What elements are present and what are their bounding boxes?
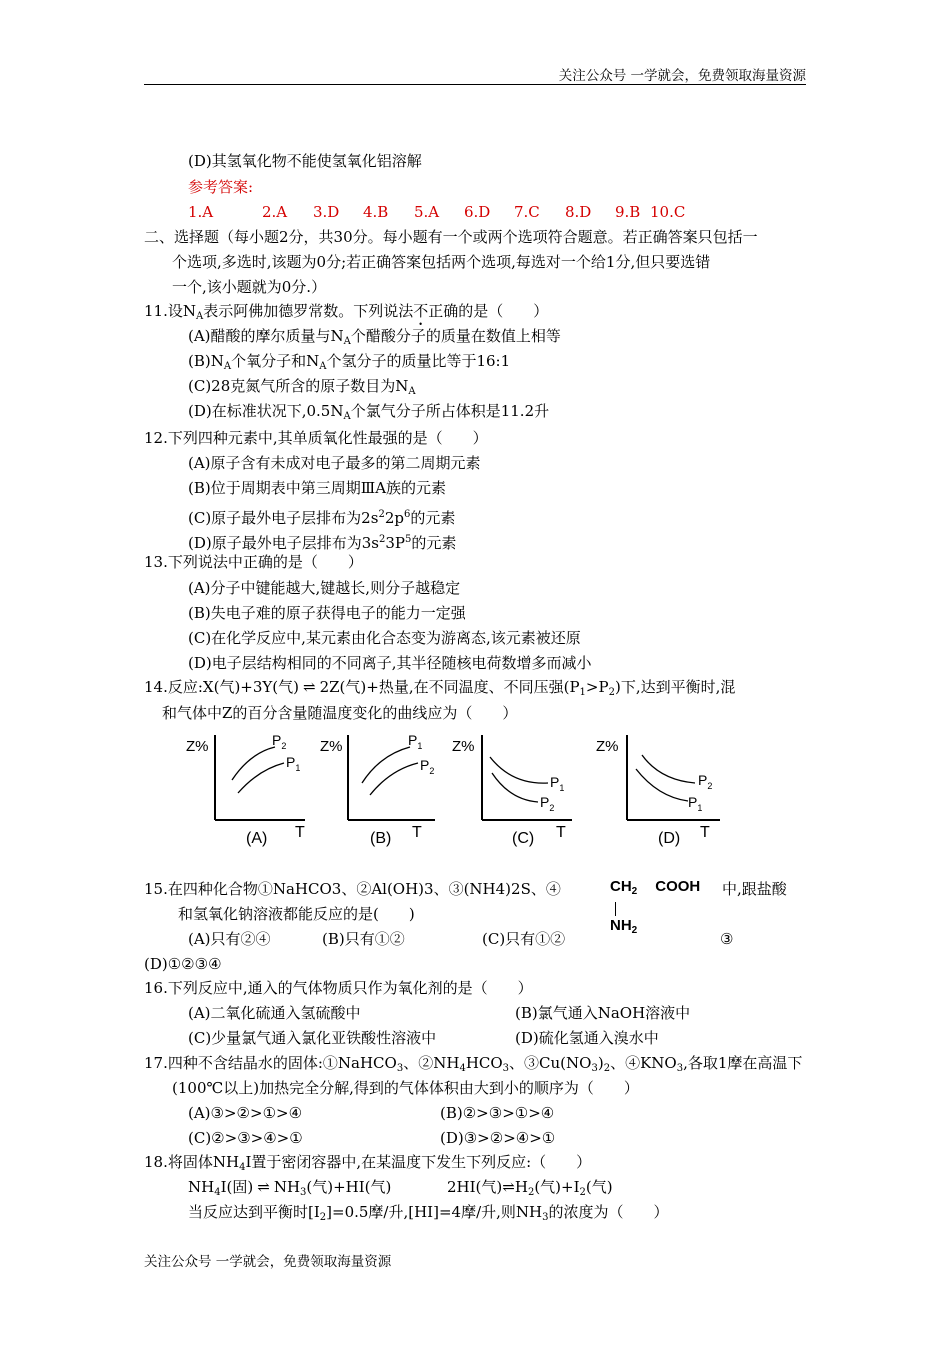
- structure-bond: [615, 902, 617, 916]
- graph-a-upper-label: $P_2$: [272, 732, 287, 751]
- header-rule: [144, 84, 806, 85]
- q13-stem: 13.下列说法中正确的是（ ）: [144, 553, 363, 571]
- graph-d: [596, 735, 720, 847]
- graph-b: [320, 732, 435, 847]
- answer-4: 4.B: [363, 203, 389, 221]
- q18-stem-line3: 当反应达到平衡时$[I_2]=0.5$摩/升,[HI]=4摩/升,则$NH_3$的浓度为（ ）: [188, 1203, 669, 1223]
- q13-option-b: (B)失电子难的原子获得电子的能力一定强: [188, 604, 466, 622]
- q11-option-d: (D)在标准状况下$,0.5N_A$个氯气分子所占体积是11.2升: [188, 402, 550, 422]
- q17-option-d: (D)③>②>④>①: [440, 1129, 556, 1147]
- q11-stem: 11.设$N_A$表示阿佛加德罗常数。下列说法不正确的是（ ）: [144, 302, 549, 322]
- q17-stem-line2: (100℃以上)加热完全分解,得到的气体体积由大到小的顺序为（ ）: [172, 1079, 639, 1097]
- graph-b-lower-curve: [370, 763, 418, 795]
- graph-a: [186, 732, 305, 847]
- section2-line3: 一个,该小题就为0分.）: [172, 278, 327, 296]
- section2-heading: 二、选择题（每小题2分，共30分。每小题有一个或两个选项符合题意。若正确答案只包括一: [144, 228, 758, 246]
- answer-3: 3.D: [313, 203, 340, 221]
- graph-b-lower-label: $P_2$: [420, 757, 435, 776]
- page-header: 关注公众号 一学就会，免费领取海量资源: [558, 68, 806, 84]
- q15-option-c: (C)只有①②: [482, 930, 566, 948]
- q16-option-c: (C)少量氯气通入氯化亚铁酸性溶液中: [188, 1029, 437, 1047]
- answer-5: 5.A: [414, 203, 440, 221]
- graph-a-lower-curve: [238, 763, 284, 793]
- q14-stem-line2: 和气体中Z的百分含量随温度变化的曲线应为（ ）: [162, 704, 518, 722]
- q18-reaction-2: 2HI(气)$\rightleftharpoons H_2$(气)$+I_2$(气): [447, 1178, 613, 1198]
- q15-option-c-tail: ③: [720, 930, 734, 948]
- graph-c-xlabel: T: [556, 824, 566, 841]
- graph-c-ylabel: Z%: [452, 738, 475, 755]
- graph-d-upper-label: $P_2$: [698, 772, 713, 791]
- q11-option-a: (A)醋酸的摩尔质量与$N_A$个醋酸分子的质量在数值上相等: [188, 327, 561, 347]
- graph-b-xlabel: T: [412, 824, 422, 841]
- graph-c-caption: (C): [512, 830, 535, 847]
- answer-6: 6.D: [464, 203, 491, 221]
- answer-10: 10.C: [650, 203, 686, 221]
- answer-key-label: 参考答案:: [188, 178, 254, 196]
- graph-a-lower-label: $P_1$: [286, 754, 301, 773]
- section2-line2: 个选项,多选时,该题为0分;若正确答案包括两个选项,每选对一个给1分,但只要选错: [172, 253, 711, 271]
- page-footer: 关注公众号 一学就会，免费领取海量资源: [144, 1254, 392, 1270]
- q18-reaction-1: $NH_4I$(固) ⇌ $NH_3$(气)+HI(气): [188, 1178, 392, 1198]
- answer-7: 7.C: [514, 203, 540, 221]
- graph-a-xlabel: T: [295, 824, 305, 841]
- q15-option-a: (A)只有②④: [188, 930, 271, 948]
- q15-option-d: (D)①②③④: [144, 955, 222, 973]
- q14-graphs: [180, 725, 740, 855]
- graph-b-upper-label: $P_1$: [408, 732, 423, 751]
- graph-c: [452, 735, 572, 847]
- graph-c-lower-label: $P_2$: [540, 794, 555, 813]
- graph-c-upper-curve: [490, 757, 548, 783]
- q17-option-a: (A)③>②>①>④: [188, 1104, 303, 1122]
- graph-d-upper-curve: [642, 755, 695, 783]
- answer-2: 2.A: [262, 203, 288, 221]
- q12-option-b: (B)位于周期表中第三周期ⅢA族的元素: [188, 479, 447, 497]
- q12-option-a: (A)原子含有未成对电子最多的第二周期元素: [188, 454, 481, 472]
- glycine-structure: $CH_2$ COOH $NH_2$: [610, 878, 701, 936]
- answer-1: 1.A: [188, 203, 214, 221]
- q12-option-c: (C)原子最外电子层排布为$2s^22p^6$的元素: [188, 509, 456, 527]
- q13-option-a: (A)分子中键能越大,键越长,则分子越稳定: [188, 579, 461, 597]
- graph-b-upper-curve: [362, 747, 410, 783]
- q15-option-b: (B)只有①②: [322, 930, 405, 948]
- graph-c-upper-label: $P_1$: [550, 774, 565, 793]
- graph-d-ylabel: Z%: [596, 738, 619, 755]
- q15-stem: 15.在四种化合物①NaHCO3、②Al(OH)3、③(NH4)2S、④: [144, 880, 561, 898]
- q14-stem: 14.反应:X(气)+3Y(气) ⇌ 2Z(气)+热量,在不同温度、不同压强$(P_1>P_2)$下,达到平衡时,混: [144, 678, 736, 698]
- q12-stem: 12.下列四种元素中,其单质氧化性最强的是（ ）: [144, 429, 488, 447]
- graph-a-upper-curve: [232, 747, 275, 780]
- q15-stem-line2: 和氢氧化钠溶液都能反应的是( ): [178, 905, 415, 923]
- q11-option-b: $(B)N_A$个氧分子和$N_A$个氢分子的质量比等于16:1: [188, 352, 511, 372]
- q13-option-d: (D)电子层结构相同的不同离子,其半径随核电荷数增多而减小: [188, 654, 592, 672]
- q10-option-d: (D)其氢氧化物不能使氢氧化铝溶解: [188, 152, 422, 170]
- graph-b-caption: (B): [370, 830, 392, 847]
- q16-option-d: (D)硫化氢通入溴水中: [515, 1029, 659, 1047]
- q16-stem: 16.下列反应中,通入的气体物质只作为氧化剂的是（ ）: [144, 979, 533, 997]
- q16-option-b: (B)氯气通入NaOH溶液中: [515, 1004, 691, 1022]
- q13-option-c: (C)在化学反应中,某元素由化合态变为游离态,该元素被还原: [188, 629, 581, 647]
- graph-d-caption: (D): [658, 830, 681, 847]
- q12-option-d: (D)原子最外电子层排布为$3s^23P^5$的元素: [188, 534, 457, 552]
- q17-stem: 17.四种不含结晶水的固体:①NaHCO$_3$、$②NH_4HCO_3$、$③Cu(NO_3)_2$、$④KNO_3$,各取1摩在高温下: [144, 1054, 803, 1074]
- q17-option-b: (B)②>③>①>④: [440, 1104, 555, 1122]
- graph-d-lower-label: $P_1$: [688, 794, 703, 813]
- answer-8: 8.D: [565, 203, 592, 221]
- q16-option-a: (A)二氧化硫通入氢硫酸中: [188, 1004, 361, 1022]
- q17-option-c: (C)②>③>④>①: [188, 1129, 303, 1147]
- q11-option-c: (C)28克氮气所含的原子数目为$N_A$: [188, 377, 416, 397]
- q18-stem: 18.将固体$NH_4I$置于密闭容器中,在某温度下发生下列反应:（ ）: [144, 1153, 592, 1173]
- q15-stem-end: 中,跟盐酸: [722, 880, 787, 898]
- graph-d-xlabel: T: [700, 824, 710, 841]
- answer-9: 9.B: [615, 203, 641, 221]
- graph-b-ylabel: Z%: [320, 738, 343, 755]
- graph-a-ylabel: Z%: [186, 738, 209, 755]
- graph-a-caption: (A): [246, 830, 268, 847]
